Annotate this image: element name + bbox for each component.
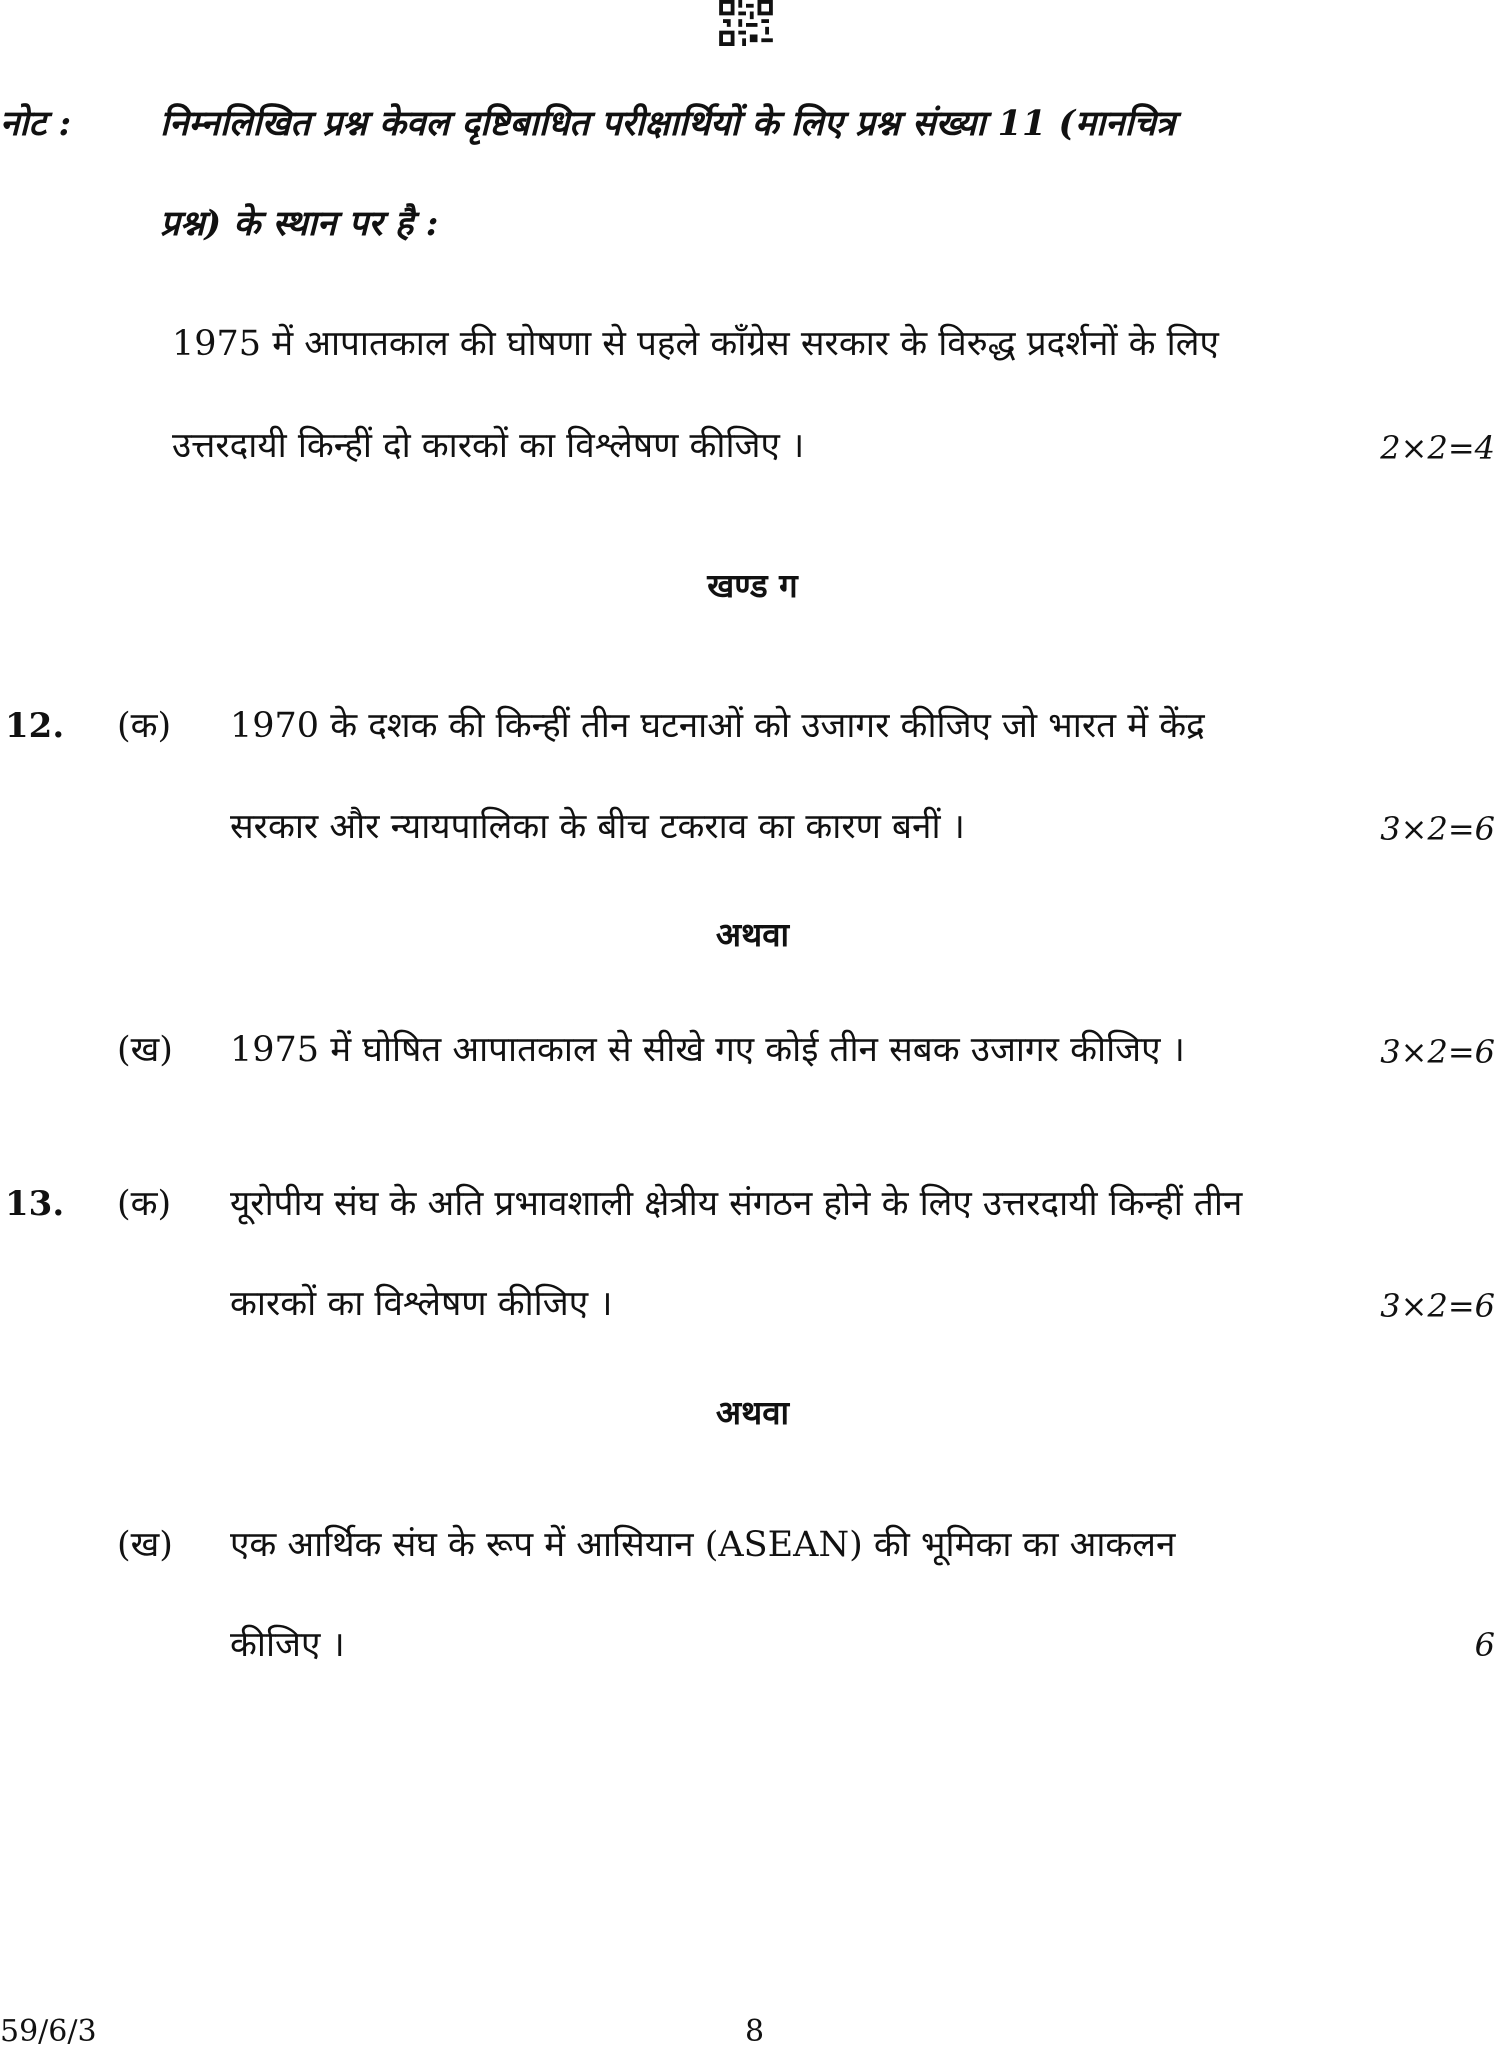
note-line-2: प्रश्न) के स्थान पर है :: [160, 203, 439, 244]
q12-a-label: (क): [117, 706, 172, 746]
q12-a-line-2: सरकार और न्यायपालिका के बीच टकराव का कारण बनीं ।: [230, 807, 965, 847]
question-number-13: 13.: [5, 1184, 65, 1224]
q13-b-line-1: एक आर्थिक संघ के रूप में आसियान (ASEAN) की भूमिका का आकलन: [230, 1525, 1176, 1565]
q12-a-marks: 3×2=6: [1380, 810, 1495, 848]
q13-b-marks: 6: [1474, 1626, 1495, 1664]
q13-a-label: (क): [117, 1184, 172, 1224]
q13-a-marks: 3×2=6: [1380, 1287, 1495, 1325]
question-number-12: 12.: [5, 706, 65, 746]
q13-a-line-2: कारकों का विश्लेषण कीजिए ।: [230, 1284, 613, 1324]
q12-b-label: (ख): [117, 1030, 173, 1070]
q12-b-marks: 3×2=6: [1380, 1033, 1495, 1071]
note-label: नोट :: [0, 103, 72, 144]
note-question-line-2: उत्तरदायी किन्हीं दो कारकों का विश्लेषण कीजिए ।: [172, 426, 805, 466]
q12-or: अथवा: [715, 915, 790, 954]
q13-a-line-1: यूरोपीय संघ के अति प्रभावशाली क्षेत्रीय संगठन होने के लिए उत्तरदायी किन्हीं तीन: [230, 1184, 1243, 1224]
page-number: 8: [745, 2014, 765, 2049]
q12-a-line-1: 1970 के दशक की किन्हीं तीन घटनाओं को उजागर कीजिए जो भारत में केंद्र: [230, 706, 1205, 746]
note-line-1: निम्नलिखित प्रश्न केवल दृष्टिबाधित परीक्षार्थियों के लिए प्रश्न संख्या 11 (मानचित्र: [160, 103, 1176, 144]
q13-b-line-2: कीजिए ।: [230, 1625, 345, 1665]
q13-or: अथवा: [715, 1393, 790, 1432]
qr-code-icon: [718, 0, 774, 46]
note-marks: 2×2=4: [1380, 429, 1495, 467]
q12-b-line-1: 1975 में घोषित आपातकाल से सीखे गए कोई तीन सबक उजागर कीजिए ।: [230, 1030, 1185, 1070]
note-question-line-1: 1975 में आपातकाल की घोषणा से पहले काँग्रेस सरकार के विरुद्ध प्रदर्शनों के लिए: [172, 324, 1219, 364]
section-title: खण्ड ग: [707, 566, 798, 605]
paper-code: 59/6/3: [0, 2014, 97, 2049]
q13-b-label: (ख): [117, 1525, 173, 1565]
